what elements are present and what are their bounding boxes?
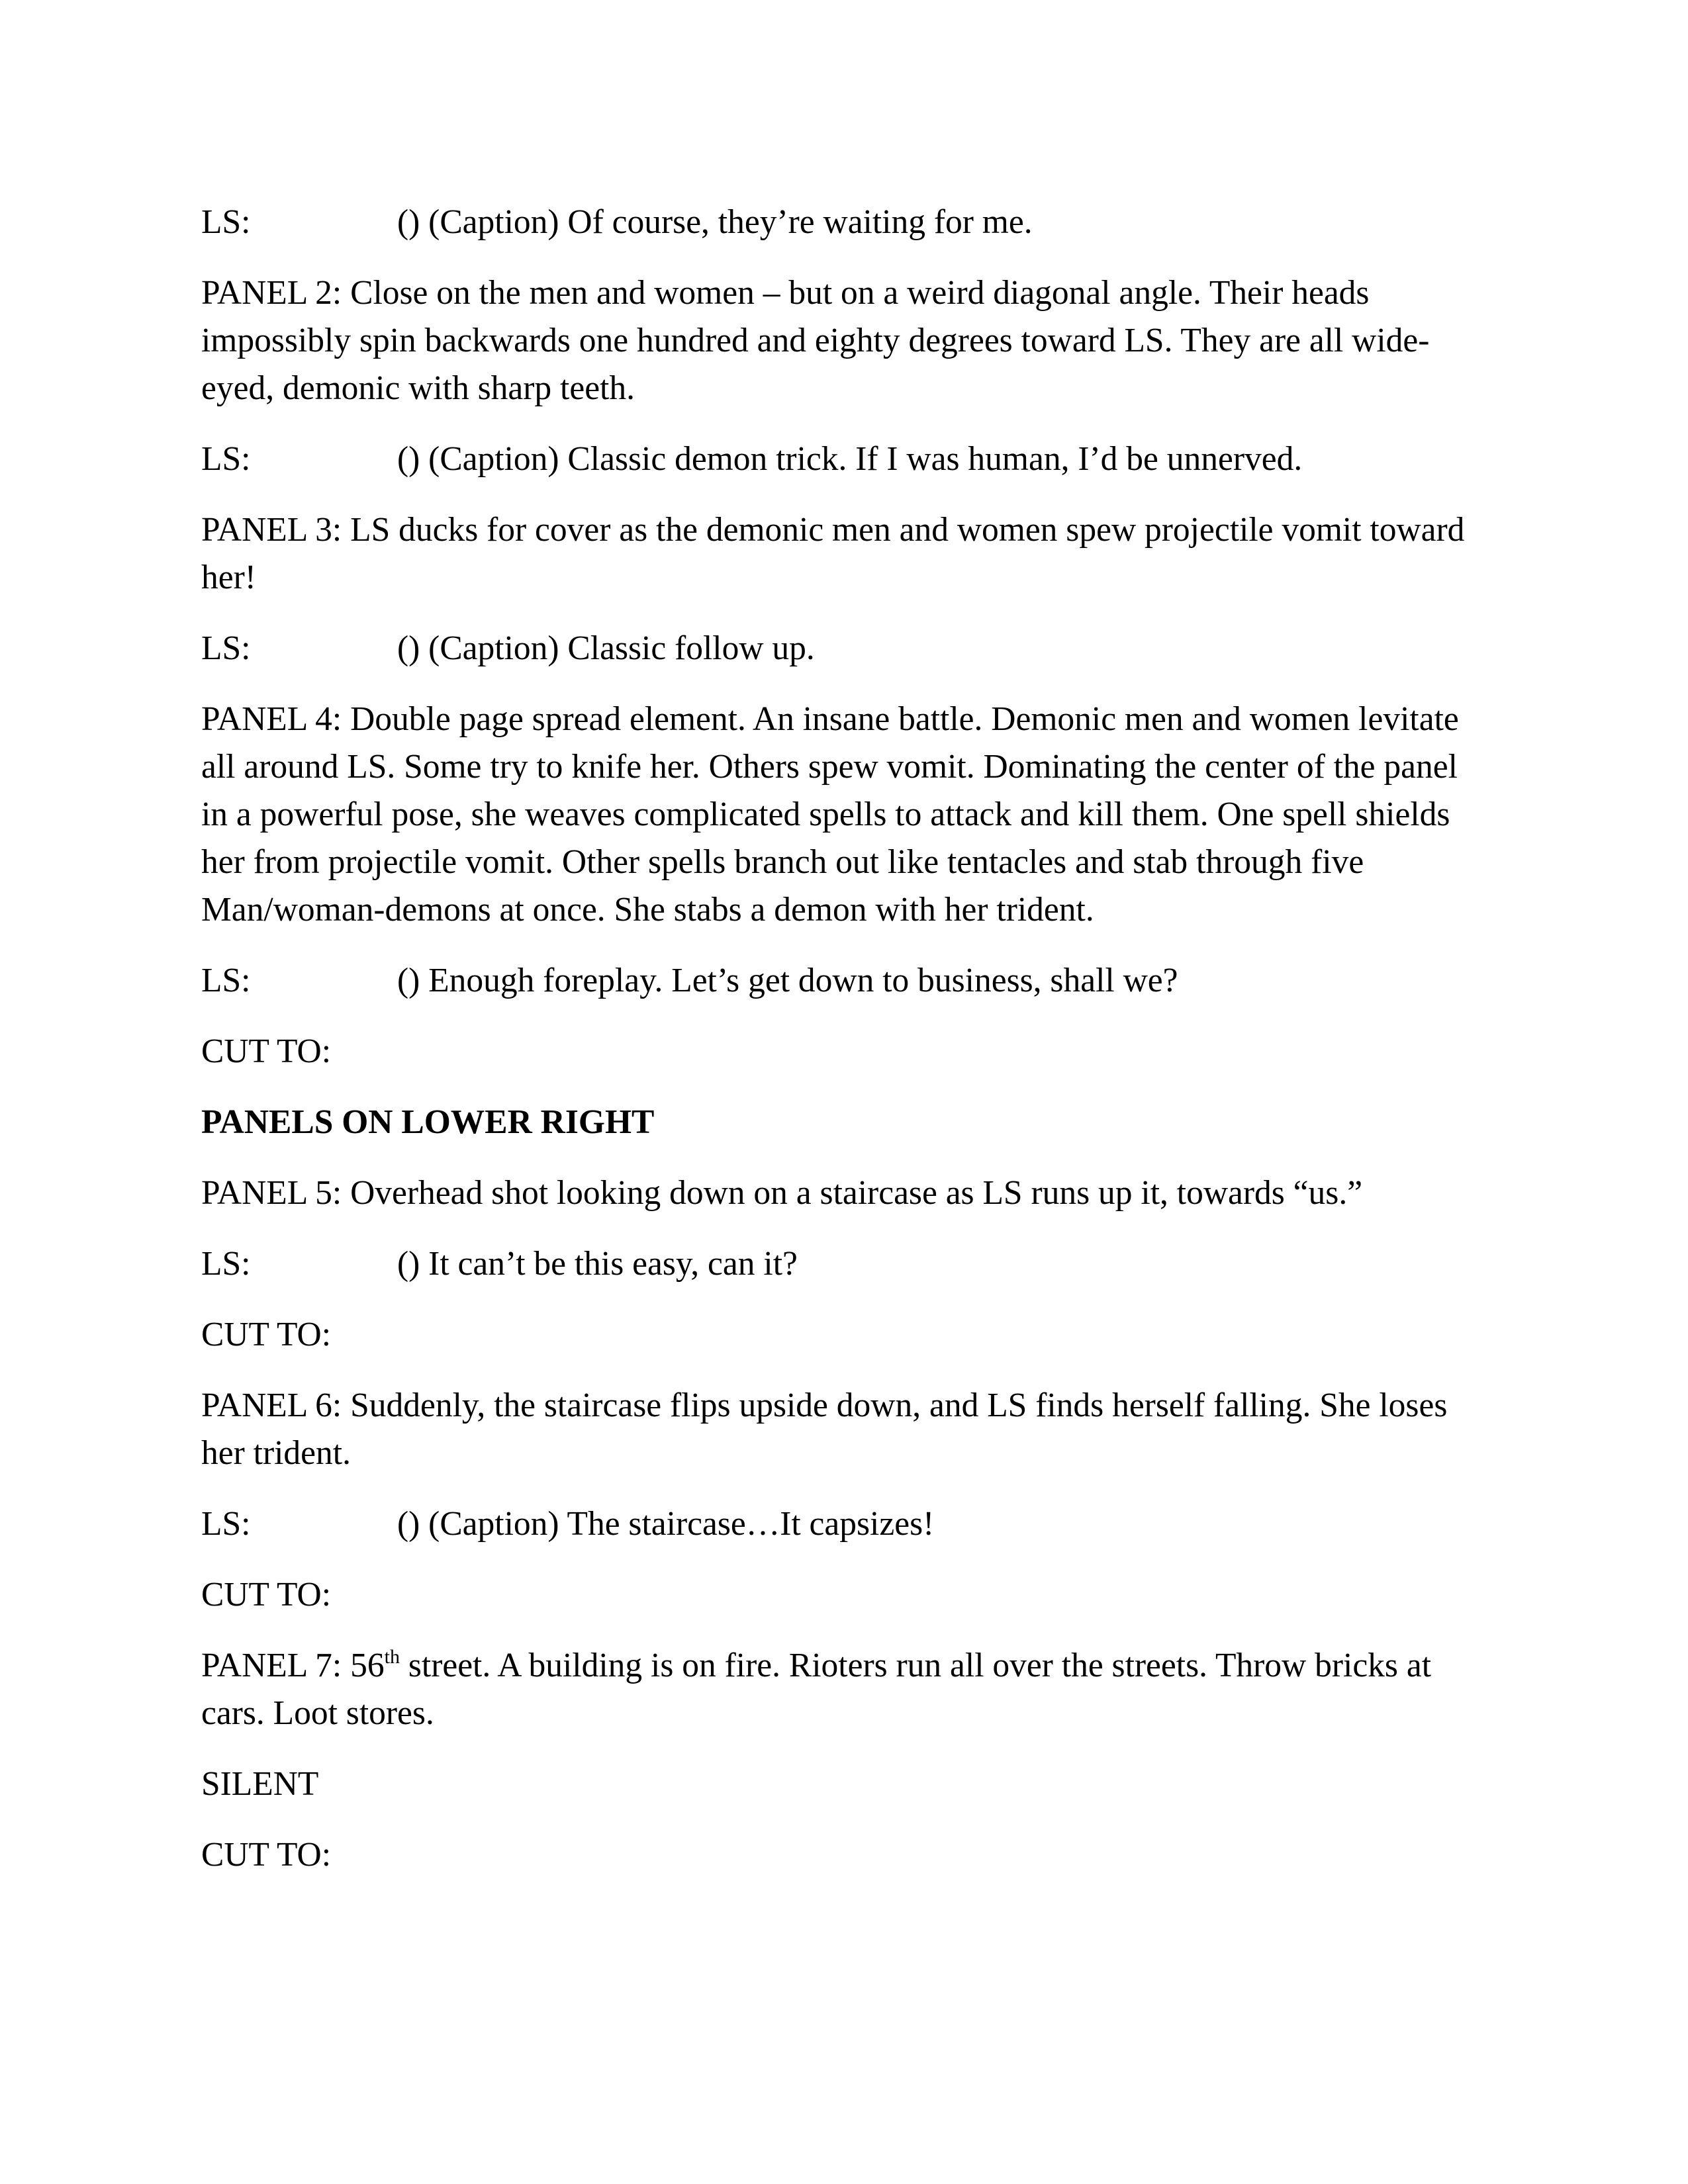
panel-3-description: PANEL 3: LS ducks for cover as the demonic men and women spew projectile vomit toward her!: [201, 511, 1465, 596]
cut-to-3: CUT TO:: [201, 1576, 332, 1614]
panel-7-description: [201, 1642, 1489, 1737]
dialogue-line: () (Caption) Classic demon trick. If I was human, I’d be unnerved.: [397, 440, 1303, 478]
dialogue-ls-2: [201, 435, 1489, 483]
cut-to-4: CUT TO:: [201, 1836, 332, 1874]
dialogue-line: () Enough foreplay. Let’s get down to business, shall we?: [397, 962, 1178, 999]
dialogue-line: () (Caption) The staircase…It capsizes!: [397, 1505, 935, 1543]
speaker-label: LS:: [201, 1245, 251, 1283]
speaker-label: LS:: [201, 1505, 251, 1543]
dialogue-ls-4: [201, 957, 1489, 1005]
dialogue-ls-5: [201, 1240, 1489, 1288]
section-heading: PANELS ON LOWER RIGHT: [201, 1103, 655, 1141]
dialogue-line: () It can’t be this easy, can it?: [397, 1245, 798, 1283]
panel-4-description: PANEL 4: Double page spread element. An insane battle. Demonic men and women levitate all around LS. Some try to knife her. Others spew vomit. Dominating the center of the panel in a powerful pose, she weaves complicated spells to attack and kill them. One spell shields her from projectile vomit. Other spells branch out like tentacles and stab through five Man/woman-demons at once. She stabs a demon with her trident.: [201, 700, 1459, 929]
script-body: [201, 199, 1489, 1902]
dialogue-line: () (Caption) Classic follow up.: [397, 629, 815, 667]
cut-to-2: CUT TO:: [201, 1316, 332, 1353]
panel-5-description: PANEL 5: Overhead shot looking down on a staircase as LS runs up it, towards “us.”: [201, 1174, 1363, 1212]
dialogue-line: () (Caption) Of course, they’re waiting for me.: [397, 203, 1033, 241]
dialogue-ls-3: [201, 625, 1489, 672]
speaker-label: LS:: [201, 440, 251, 478]
speaker-label: LS:: [201, 629, 251, 667]
speaker-label: LS:: [201, 962, 251, 999]
panel-7-prefix: PANEL 7: 56: [201, 1647, 385, 1684]
dialogue-ls-1: [201, 199, 1489, 246]
panel-2-description: PANEL 2: Close on the men and women – but on a weird diagonal angle. Their heads impossibly spin backwards one hundred and eighty degrees toward LS. They are all wide-eyed, demonic with sharp teeth.: [201, 274, 1430, 407]
panel-7-rest: street. A building is on fire. Rioters run all over the streets. Throw bricks at cars. Loot stores.: [201, 1647, 1432, 1732]
panel-6-description: PANEL 6: Suddenly, the staircase flips upside down, and LS finds herself falling. She loses her trident.: [201, 1387, 1448, 1472]
dialogue-ls-6: [201, 1500, 1489, 1548]
panel-7-superscript: th: [384, 1645, 400, 1668]
cut-to-1: CUT TO:: [201, 1032, 332, 1070]
speaker-label: LS:: [201, 203, 251, 241]
silent-note: SILENT: [201, 1765, 319, 1803]
